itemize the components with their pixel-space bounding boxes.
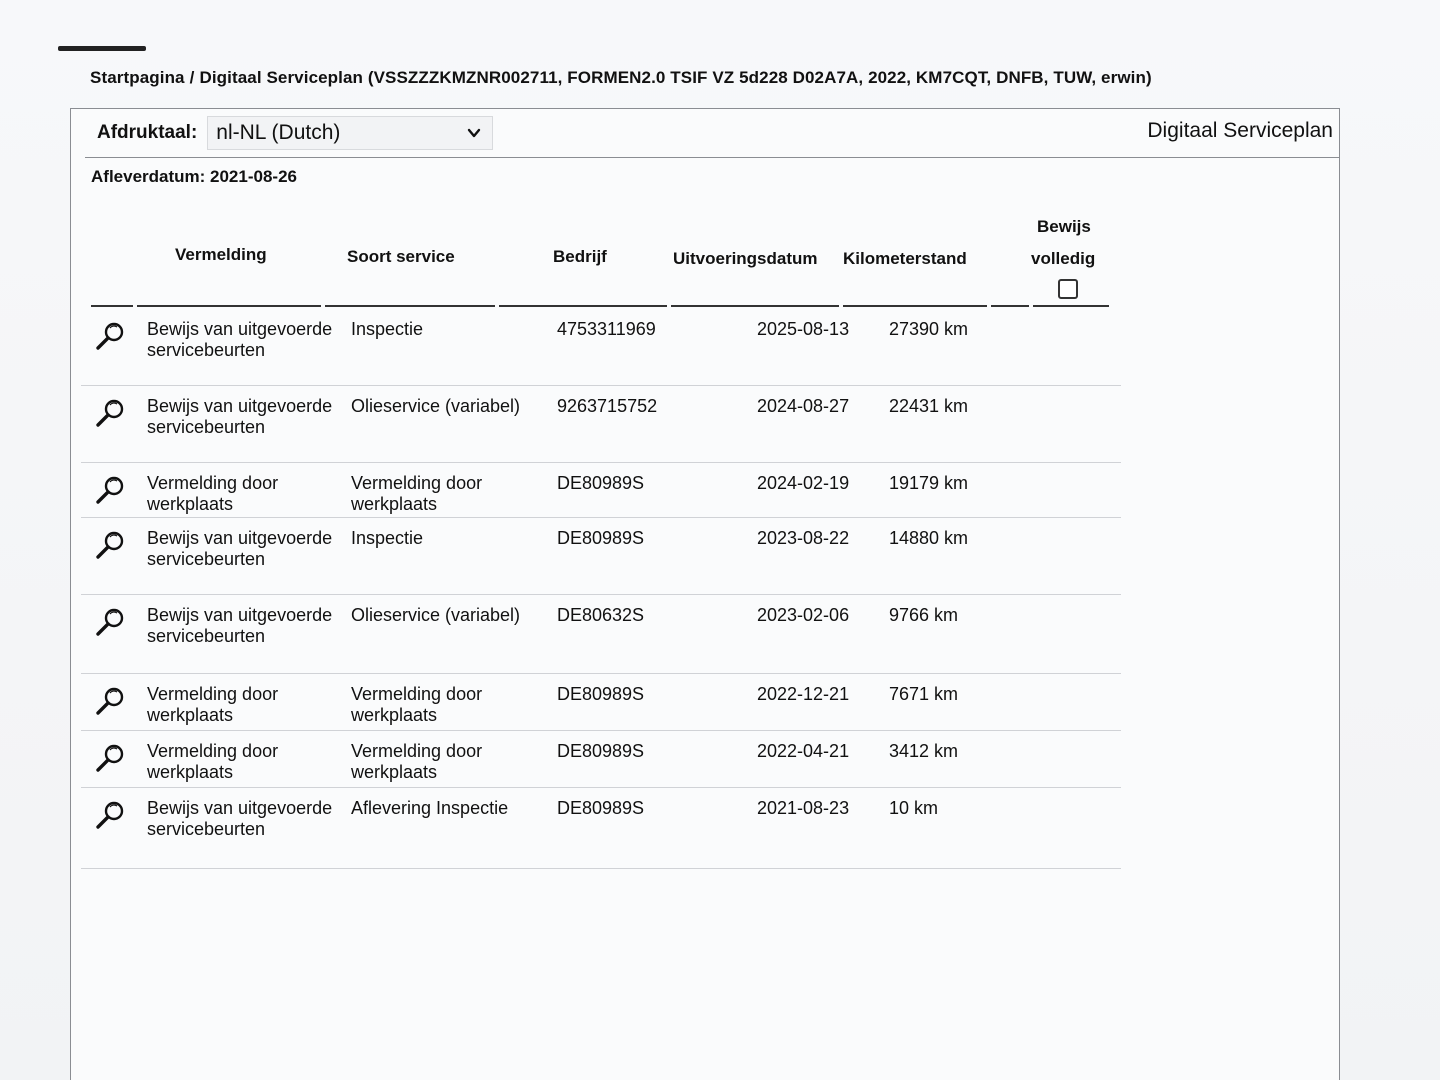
service-history-table — [81, 309, 1121, 869]
column-header-execution-date[interactable]: Uitvoeringsdatum — [673, 249, 818, 268]
magnifier-icon[interactable] — [95, 475, 127, 505]
row-mention: Vermelding door werkplaats — [147, 473, 279, 514]
row-mileage: 19179 km — [889, 473, 969, 493]
row-execution-date: 2024-08-27 — [757, 396, 850, 416]
magnifier-icon[interactable] — [95, 398, 127, 428]
breadcrumb — [90, 68, 1152, 88]
header-underline — [499, 305, 667, 307]
row-execution-date: 2024-02-19 — [757, 473, 850, 493]
row-service-type: Vermelding door werkplaats — [351, 684, 483, 725]
row-company: DE80989S — [557, 473, 645, 493]
magnifier-icon[interactable] — [95, 607, 127, 637]
row-service-type: Vermelding door werkplaats — [351, 473, 483, 514]
row-execution-date: 2025-08-13 — [757, 319, 850, 339]
header-underline — [671, 305, 839, 307]
language-select[interactable] — [207, 116, 493, 150]
row-company: 9263715752 — [557, 396, 658, 416]
row-service-type: Vermelding door werkplaats — [351, 741, 483, 782]
row-mileage: 9766 km — [889, 605, 959, 625]
table-row — [81, 386, 1121, 463]
row-mention: Bewijs van uitgevoerde servicebeurten — [147, 396, 333, 437]
row-company: DE80989S — [557, 798, 645, 818]
row-service-type: Aflevering Inspectie — [351, 798, 509, 818]
row-execution-date: 2022-12-21 — [757, 684, 850, 704]
language-label: Afdruktaal: — [97, 122, 198, 143]
row-mention: Bewijs van uitgevoerde servicebeurten — [147, 319, 333, 360]
magnifier-icon[interactable] — [95, 686, 127, 716]
row-mileage: 10 km — [889, 798, 939, 818]
header-underline — [325, 305, 495, 307]
row-mention: Vermelding door werkplaats — [147, 741, 279, 782]
row-mileage: 3412 km — [889, 741, 959, 761]
row-service-type: Olieservice (variabel) — [351, 605, 521, 625]
row-company: DE80989S — [557, 684, 645, 704]
row-service-type: Inspectie — [351, 528, 424, 548]
panel-title: Digitaal Serviceplan — [1147, 119, 1333, 142]
table-row — [81, 518, 1121, 595]
row-execution-date: 2023-08-22 — [757, 528, 850, 548]
top-bar — [58, 46, 146, 51]
column-header-company[interactable]: Bedrijf — [553, 247, 607, 266]
table-row — [81, 309, 1121, 386]
magnifier-icon[interactable] — [95, 800, 127, 830]
chevron-down-icon — [466, 125, 482, 141]
breadcrumb-current: Digitaal Serviceplan (VSSZZZKMZNR002711, FORMEN2.0 TSIF VZ 5d228 D02A7A, 2022, KM7CQT, DNFB, TUW, erwin) — [199, 68, 1152, 87]
column-header-proof-line2: volledig — [1031, 249, 1096, 268]
column-header-mention[interactable]: Vermelding — [175, 245, 267, 264]
row-execution-date: 2022-04-21 — [757, 741, 850, 761]
row-company: DE80989S — [557, 741, 645, 761]
column-header-service-type[interactable]: Soort service — [347, 247, 455, 266]
header-underline — [843, 305, 987, 307]
row-mention: Bewijs van uitgevoerde servicebeurten — [147, 798, 333, 839]
row-company: 4753311969 — [557, 319, 656, 339]
table-header — [91, 199, 1111, 307]
table-row — [81, 674, 1121, 731]
column-header-proof-line1: Bewijs — [1037, 217, 1091, 236]
table-row — [81, 463, 1121, 518]
row-mileage: 22431 km — [889, 396, 969, 416]
row-mention: Bewijs van uitgevoerde servicebeurten — [147, 528, 333, 569]
table-row — [81, 731, 1121, 788]
table-row — [81, 595, 1121, 674]
row-company: DE80632S — [557, 605, 645, 625]
header-underline — [137, 305, 321, 307]
column-header-mileage[interactable]: Kilometerstand — [843, 249, 967, 268]
row-mileage: 14880 km — [889, 528, 969, 548]
row-service-type: Olieservice (variabel) — [351, 396, 521, 416]
table-row — [81, 788, 1121, 869]
row-mileage: 27390 km — [889, 319, 969, 339]
header-underline — [991, 305, 1029, 307]
magnifier-icon[interactable] — [95, 530, 127, 560]
row-execution-date: 2021-08-23 — [757, 798, 850, 818]
magnifier-icon[interactable] — [95, 743, 127, 773]
breadcrumb-separator: / — [189, 68, 195, 87]
magnifier-icon[interactable] — [95, 321, 127, 351]
row-mention: Vermelding door werkplaats — [147, 684, 279, 725]
header-underline — [1033, 305, 1109, 307]
row-mileage: 7671 km — [889, 684, 959, 704]
row-service-type: Inspectie — [351, 319, 424, 339]
select-all-checkbox[interactable] — [1058, 279, 1078, 299]
header-underline — [91, 305, 133, 307]
row-execution-date: 2023-02-06 — [757, 605, 850, 625]
row-company: DE80989S — [557, 528, 645, 548]
row-mention: Bewijs van uitgevoerde servicebeurten — [147, 605, 333, 646]
delivery-date: Afleverdatum: 2021-08-26 — [91, 167, 297, 186]
service-plan-panel — [70, 108, 1340, 1080]
breadcrumb-home-link[interactable]: Startpagina — [90, 68, 185, 87]
panel-header — [85, 109, 1339, 158]
language-select-value: nl-NL (Dutch) — [216, 121, 341, 144]
